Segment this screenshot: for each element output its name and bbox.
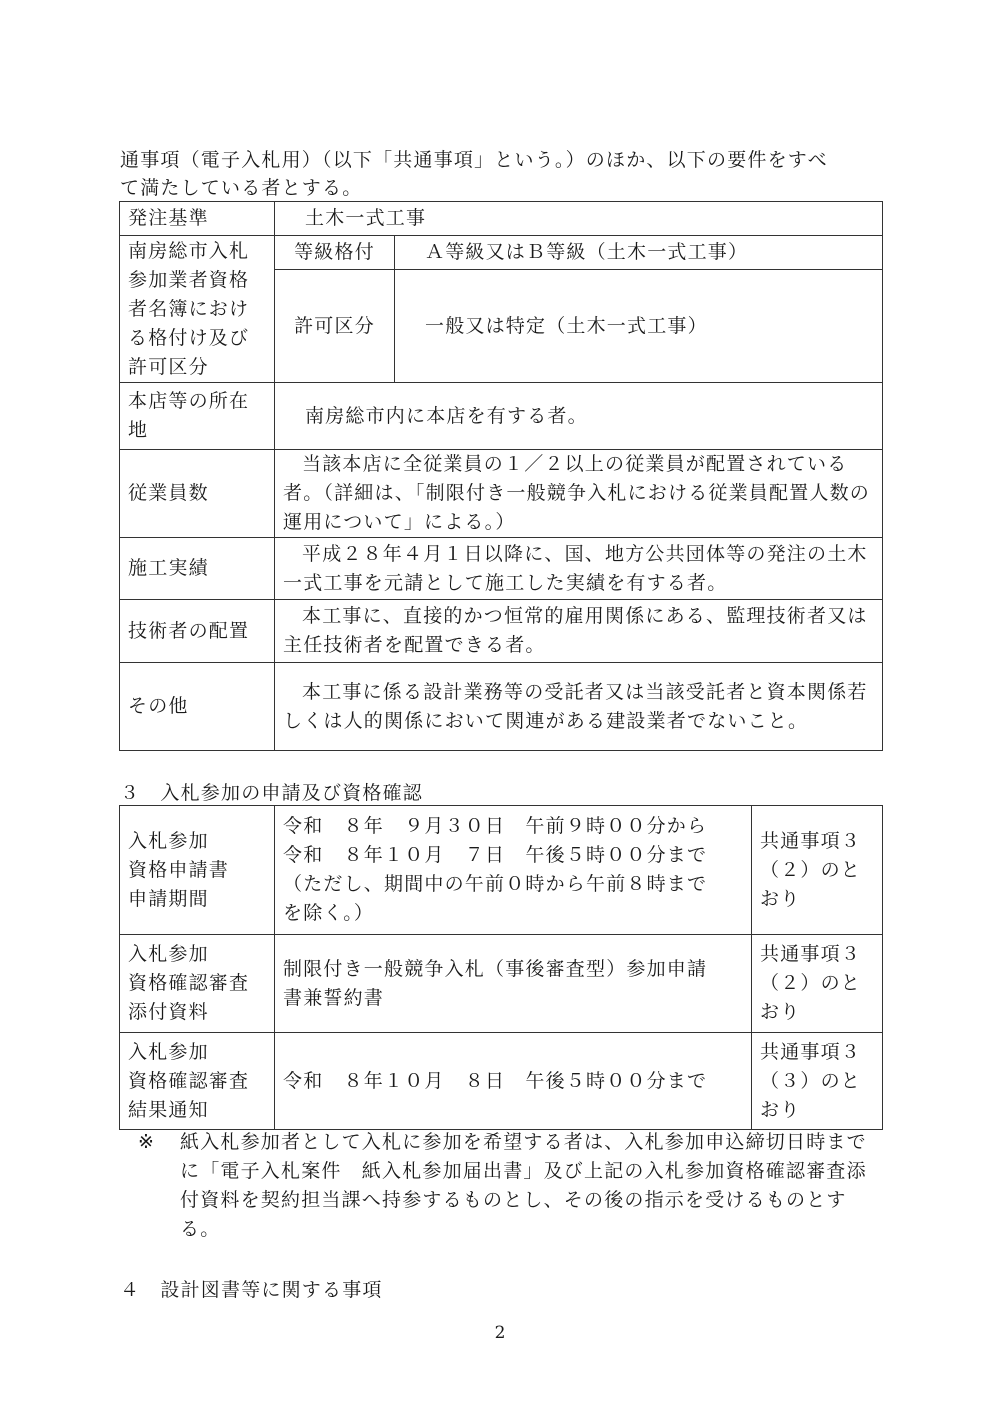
attachment-label: 入札参加 資格確認審査 添付資料 [120,935,275,1033]
result-notice-label: 入札参加 資格確認審査 結果通知 [120,1033,275,1130]
table-row [120,935,883,1033]
grade-label: 等級格付 [275,236,395,270]
table-row [120,663,883,751]
order-basis-label: 発注基準 [120,202,275,236]
result-notice-content: 令和 ８年１０月 ８日 午後５時００分まで [275,1033,752,1130]
location-label: 本店等の所在 地 [120,383,275,450]
permit-value: 一般又は特定（土木一式工事） [395,270,883,383]
intro-line-2: て満たしている者とする。 [120,177,363,199]
table-row [120,236,883,270]
engineer-value: 本工事に、直接的かつ恒常的雇用関係にある、監理技術者又は主任技術者を配置できる者。 [275,600,883,663]
other-value: 本工事に係る設計業務等の受託者又は当該受託者と資本関係若しくは人的関係において関連がある建設業者でないこと。 [275,663,883,751]
table-row [120,600,883,663]
record-value: 平成２８年４月１日以降に、国、地方公共団体等の発注の土木一式工事を元請として施工した実績を有する者。 [275,538,883,600]
table-row [120,806,883,935]
page-number: 2 [494,1323,506,1343]
engineer-label: 技術者の配置 [120,600,275,663]
record-label: 施工実績 [120,538,275,600]
application-period-label: 入札参加 資格申請書 申請期間 [120,806,275,935]
grade-value: Ａ等級又はＢ等級（土木一式工事） [395,236,883,270]
intro-line-1: 通事項（電子入札用）（以下「共通事項」という。）のほか、以下の要件をすべ [120,149,828,171]
table-row [120,538,883,600]
table-row [120,1033,883,1130]
table-row [120,383,883,450]
note-text: 紙入札参加者として入札に参加を希望する者は、入札参加申込締切日時までに「電子入札案件 紙入札参加届出書」及び上記の入札参加資格確認審査添付資料を契約担当課へ持参するものとし、その後の指示を受けるものとする。 [180,1131,867,1240]
requirements-table [119,201,883,751]
order-basis-value: 土木一式工事 [275,202,883,236]
attachment-content: 制限付き一般競争入札（事後審査型）参加申請 書兼誓約書 [275,935,752,1033]
application-period-ref: 共通事項３ （２）のと おり [752,806,883,935]
ranking-label: 南房総市入札 参加業者資格 者名簿におけ る格付け及び 許可区分 [120,236,275,383]
table-row [120,202,883,236]
employees-label: 従業員数 [120,450,275,538]
permit-label: 許可区分 [275,270,395,383]
application-table [119,805,883,1130]
result-notice-ref: 共通事項３ （３）のと おり [752,1033,883,1130]
note-mark: ※ [138,1131,156,1153]
employees-value: 当該本店に全従業員の１／２以上の従業員が配置されている者。（詳細は、「制限付き一般競争入札における従業員配置人数の運用について」による。） [275,450,883,538]
table-row [120,450,883,538]
location-value: 南房総市内に本店を有する者。 [275,383,883,450]
other-label: その他 [120,663,275,751]
paper-bid-note [138,1128,878,1244]
attachment-ref: 共通事項３ （２）のと おり [752,935,883,1033]
section-3-title: ３ 入札参加の申請及び資格確認 [120,782,424,804]
application-period-content: 令和 ８年 ９月３０日 午前９時００分から 令和 ８年１０月 ７日 午後５時００分まで （ただし、期間中の午前０時から午前８時まで を除く。） [275,806,752,935]
section-4-title: ４ 設計図書等に関する事項 [120,1279,383,1301]
